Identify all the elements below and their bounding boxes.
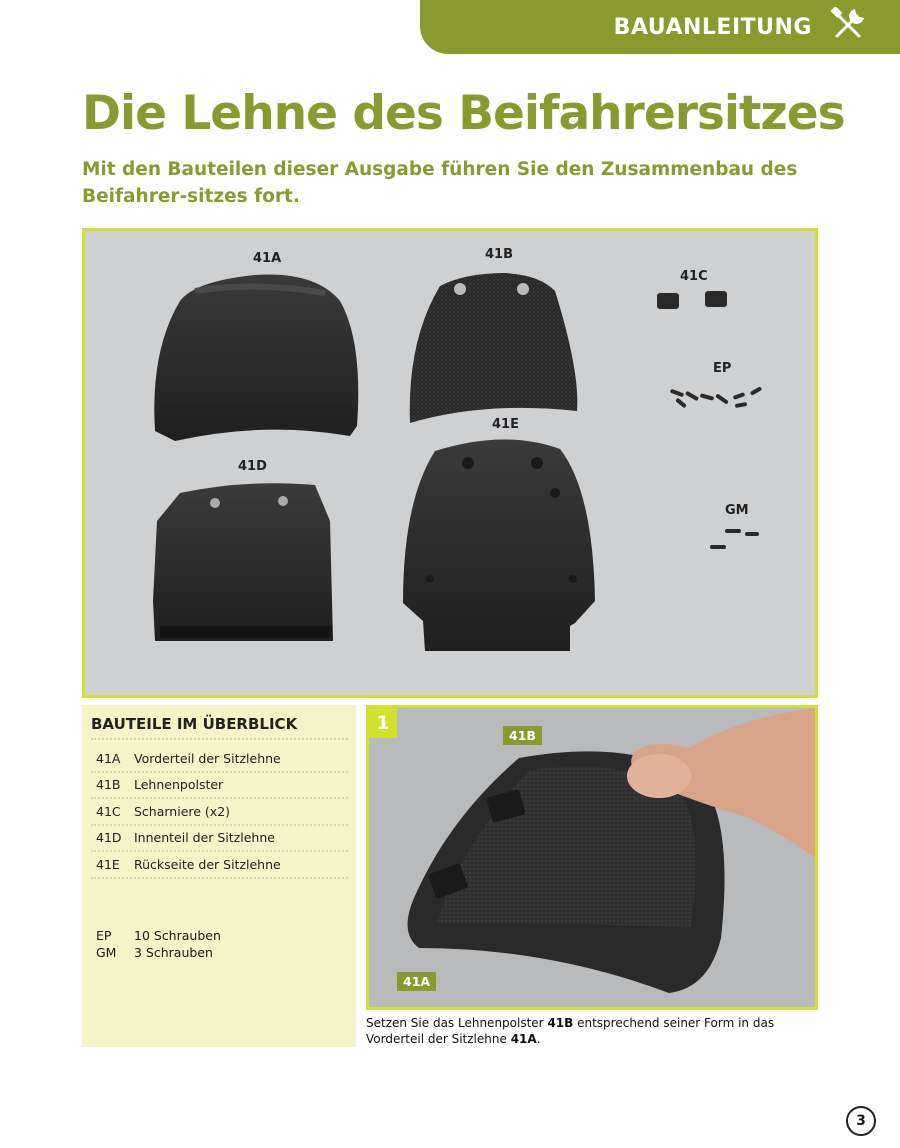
step-number: 1 bbox=[369, 708, 397, 738]
part-41b-shape bbox=[410, 273, 578, 423]
list-item: GM 3 Schrauben bbox=[96, 945, 213, 961]
step-photo-illustration bbox=[369, 708, 815, 1007]
list-item: EP 10 Schrauben bbox=[96, 927, 221, 943]
gm-screws bbox=[710, 529, 759, 549]
tools-icon bbox=[830, 7, 866, 47]
step-caption: Setzen Sie das Lehnenpolster 41B entsprechend seiner Form in das Vorderteil der Sitzlehne 41A. bbox=[366, 1016, 775, 1046]
label-ep: EP bbox=[713, 361, 732, 376]
page-number: 3 bbox=[846, 1106, 876, 1136]
extras-list bbox=[91, 927, 348, 962]
label-41d: 41D bbox=[238, 459, 267, 474]
part-41a-shape bbox=[154, 275, 358, 441]
parts-overview-box bbox=[82, 705, 356, 1047]
ep-screws bbox=[670, 386, 762, 408]
section-label: BAUANLEITUNG bbox=[613, 14, 812, 40]
part-41d-shape bbox=[153, 483, 333, 641]
list-item: 41D Innenteil der Sitzlehne bbox=[91, 826, 348, 853]
parts-overview-photo bbox=[82, 228, 818, 698]
step-1-photo bbox=[366, 705, 818, 1010]
parts-photo-illustration bbox=[85, 231, 815, 695]
page-subtitle: Mit den Bauteilen dieser Ausgabe führen Sie den Zusammenbau des Beifahrer-sitzes fort. bbox=[82, 159, 798, 207]
part-41c-hinge-right bbox=[705, 291, 727, 307]
callout-41a: 41A bbox=[397, 972, 436, 991]
label-41a: 41A bbox=[253, 251, 282, 266]
label-41b: 41B bbox=[485, 247, 513, 262]
section-header-tab bbox=[420, 0, 900, 54]
list-item: 41E Rückseite der Sitzlehne bbox=[91, 852, 348, 879]
list-item: 41C Scharniere (x2) bbox=[91, 799, 348, 826]
label-gm: GM bbox=[725, 503, 749, 518]
part-41e-shape bbox=[403, 439, 595, 651]
label-41c: 41C bbox=[680, 269, 708, 284]
list-item: 41B Lehnenpolster bbox=[91, 773, 348, 800]
part-41c-hinge-left bbox=[657, 293, 679, 309]
page-title: Die Lehne des Beifahrersitzes bbox=[82, 86, 845, 141]
label-41e: 41E bbox=[492, 417, 519, 432]
list-item: 41A Vorderteil der Sitzlehne bbox=[91, 746, 348, 773]
parts-title: BAUTEILE IM ÜBERBLICK bbox=[91, 715, 348, 740]
callout-41b: 41B bbox=[503, 726, 542, 745]
